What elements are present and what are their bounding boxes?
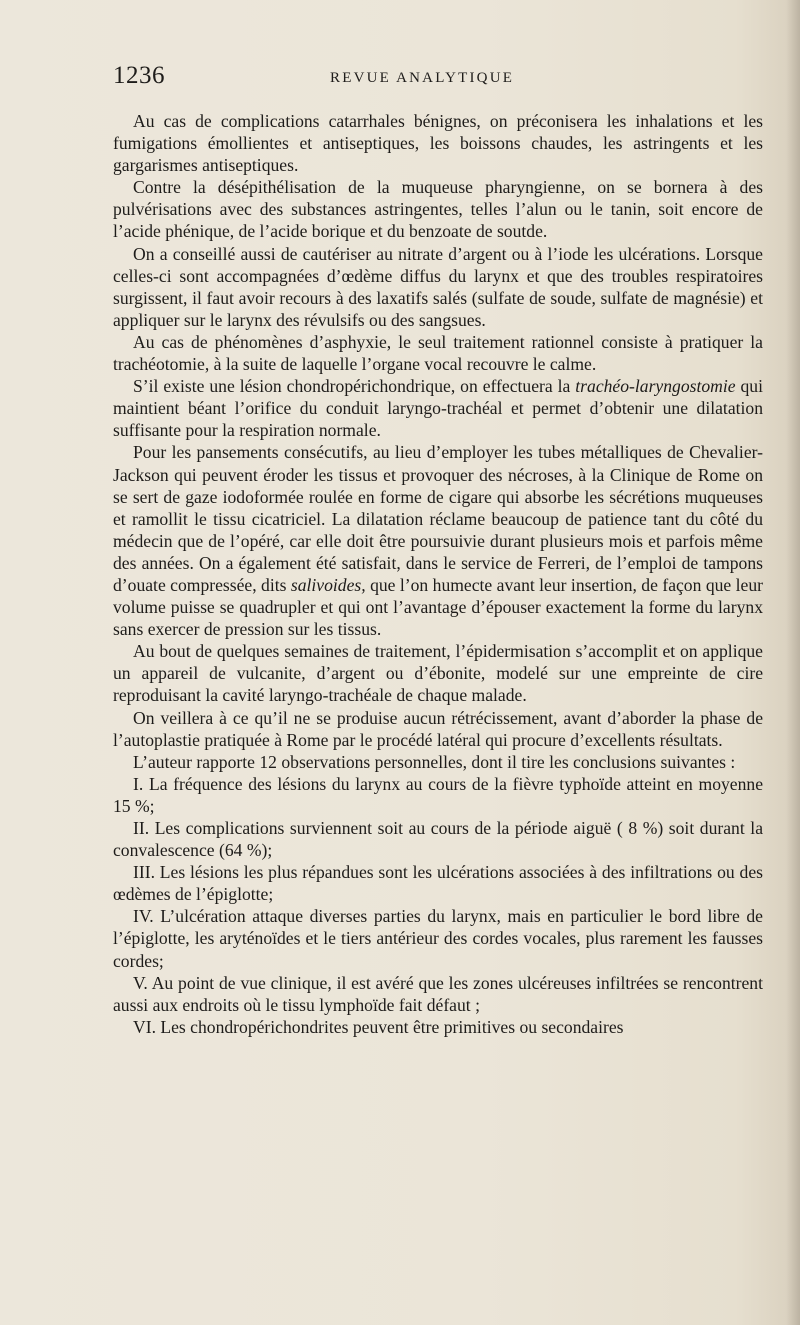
paragraph-cauterisation: On a conseillé aussi de cautériser au nitrate d’argent ou à l’iode les ulcérations. Lorsque celles-ci sont accompagnées d’œdème diffus du larynx et que des troubles respiratoires surgissent, il faut avoir recours à des laxatifs salés (sulfate de soude, sulfate de magnésie) et appliquer sur le larynx des révulsifs ou des sangsues. [113, 243, 763, 330]
paragraph-text: S’il existe une lésion chondropérichondrique, on effectuera la [133, 376, 576, 397]
paragraph-observations: L’auteur rapporte 12 observations personnelles, dont il tire les conclusions suivantes : [133, 751, 736, 772]
paragraph-pansements [113, 441, 763, 640]
conclusion-item: III. Les lésions les plus répandues sont les ulcérations associées à des infiltrations ou des œdèmes de l’épiglotte; [113, 862, 763, 905]
paragraph-text: Pour les pansements consécutifs, au lieu d’employer les tubes métalliques de Chevalier-Jackson qui peuvent éroder les tissus et provoquer des nécroses, à la Clinique de Rome on se sert de gaze iodoformée roulée en forme de cigare qui absorbe les sécrétions muqueuses et ramollit le tissu cicatriciel. La dilatation réclame beaucoup de patience tant du côté du médecin que de l’opéré, car elle doit être poursuivie durant plusieurs mois et parfois même des années. On a également été satisfait, dans le service de Ferreri, de l’emploi de tampons d’ouate compressée, dits [113, 442, 763, 595]
paragraph-asphyxie: Au cas de phénomènes d’asphyxie, le seul traitement rationnel consiste à pratiquer la trachéotomie, à la suite de laquelle l’organe vocal recouvre le calme. [113, 331, 763, 375]
running-title: REVUE ANALYTIQUE [330, 70, 515, 86]
emphasis-term: trachéo-laryngostomie [575, 376, 736, 397]
paragraph-epidermisation: Au bout de quelques semaines de traitement, l’épidermisation s’accomplit et on applique un appareil de vulcanite, d’argent ou d’ébonite, modelé sur une empreinte de cire reproduisant la cavité laryngo-trachéale de chaque malade. [113, 641, 763, 706]
emphasis-term: salivoides, [290, 574, 366, 595]
page-edge-shadow [786, 0, 800, 1325]
article-body [113, 110, 763, 1038]
paragraph-desepithelisation: Contre la désépithélisation de la muqueuse pharyngienne, on se bornera à des pulvérisations avec des substances astringentes, telles l’alun ou le tanin, soit encore de l’acide phénique, de l’acide borique et du benzoate de soutde. [113, 177, 763, 242]
conclusion-item: II. Les complications surviennent soit au cours de la période aiguë ( 8 %) soit durant la convalescence (64 %); [113, 818, 763, 861]
page-number: 1236 [113, 62, 165, 89]
paragraph-retrecissement: On veillera à ce qu’il ne se produise aucun rétrécissement, avant d’aborder la phase de l’autoplastie pratiquée à Rome par le procédé latéral qui procure d’excellents résultats. [113, 707, 763, 750]
conclusion-item: VI. Les chondropérichondrites peuvent être primitives ou secondaires [133, 1016, 624, 1037]
conclusion-item: V. Au point de vue clinique, il est avéré que les zones ulcéreuses infiltrées se rencontrent aussi aux endroits où le tissu lymphoïde fait défaut ; [113, 972, 763, 1015]
paragraph-text: qui maintient béant l’orifice du conduit laryngo-trachéal et permet d’obtenir une dilatation suffisante pour la respiration normale. [113, 376, 763, 441]
paragraph-text: que l’on humecte avant leur insertion, de façon que leur volume puisse se quadrupler et qui ont l’avantage d’épouser exactement la forme du larynx sans exercer de pression sur les tissus. [113, 574, 763, 640]
paragraph-complications: Au cas de complications catarrhales bénignes, on préconisera les inhalations et les fumigations émollientes et antiseptiques, les boissons chaudes, les astringents et les gargarismes antiseptiques. [113, 111, 763, 176]
conclusion-item: I. La fréquence des lésions du larynx au cours de la fièvre typhoïde atteint en moyenne 15 %; [113, 773, 763, 816]
paragraph-laryngostomie [113, 375, 763, 441]
page-header [113, 62, 763, 92]
conclusion-item: IV. L’ulcération attaque diverses parties du larynx, mais en particulier le bord libre de l’épiglotte, les aryténoïdes et le tiers antérieur des cordes vocales, plus rarement les fausses cordes; [113, 906, 763, 971]
